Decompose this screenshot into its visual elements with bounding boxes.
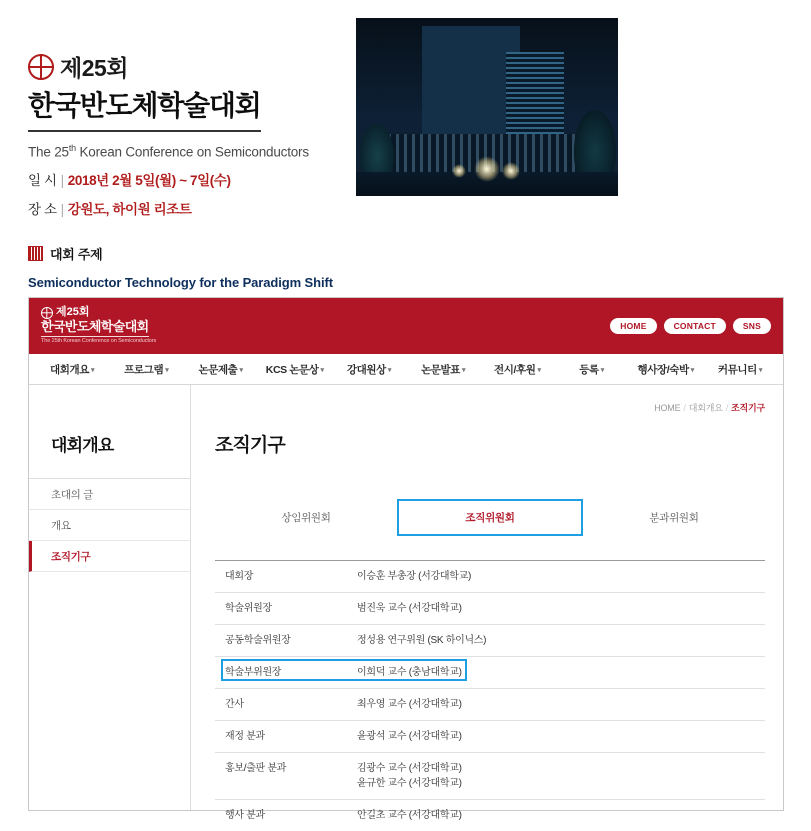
topic-heading: 대회 주제 <box>50 244 102 263</box>
photo-light-glow <box>452 164 466 178</box>
conference-emblem-icon <box>28 54 54 80</box>
conference-venue-photo <box>356 18 618 196</box>
nav-item-paper-submission[interactable] <box>183 362 257 377</box>
chevron-down-icon: ▾ <box>759 367 762 374</box>
nav-item-community[interactable] <box>703 362 777 377</box>
breadcrumb-level1[interactable]: 대회개요 <box>689 403 723 413</box>
nav-label: 논문제출 <box>198 364 237 376</box>
utility-home-button[interactable]: HOME <box>610 318 656 334</box>
nav-item-overview[interactable] <box>35 362 109 377</box>
photo-light-glow <box>474 156 500 182</box>
row-person <box>343 753 765 800</box>
breadcrumb-separator: / <box>680 403 688 413</box>
poster-logo-row <box>28 50 348 83</box>
poster-subtitle-post: Korean Conference on Semiconductors <box>76 145 309 160</box>
chevron-down-icon: ▾ <box>388 367 391 374</box>
breadcrumb-current: 조직기구 <box>731 403 765 413</box>
sidebar-item-organization[interactable] <box>29 541 190 572</box>
committee-tabs <box>215 501 765 534</box>
topic-heading-row <box>28 244 811 263</box>
poster-subtitle-sup: th <box>69 143 76 153</box>
table-row <box>215 561 765 593</box>
poster-subtitle-en <box>28 143 348 160</box>
site-logo-line1-row <box>41 307 156 319</box>
site-logo-line2: 한국반도체학술대회 <box>41 320 149 337</box>
row-role: 학술부위원장 <box>215 657 343 689</box>
sidebar-title: 대회개요 <box>29 431 190 478</box>
row-role: 대회장 <box>215 561 343 593</box>
row-person-text: 윤규한 교수 (서강대학교) <box>357 776 765 791</box>
utility-sns-button[interactable]: SNS <box>733 318 771 334</box>
poster-place-row <box>28 198 348 218</box>
nav-label: 커뮤니티 <box>718 364 757 376</box>
photo-light-glow <box>502 162 520 180</box>
table-row <box>215 689 765 721</box>
table-row <box>215 625 765 657</box>
row-person: 안길초 교수 (서강대학교) <box>343 800 765 831</box>
site-utility-nav <box>610 318 771 334</box>
site-logo-line3: The 25th Korean Conference on Semiconductors <box>41 339 156 345</box>
site-logo-line1: 제25회 <box>56 307 90 319</box>
chevron-down-icon: ▾ <box>538 367 541 374</box>
breadcrumb <box>215 385 765 414</box>
row-person-text: 김광수 교수 (서강대학교) <box>357 761 765 776</box>
nav-item-kangdaewon-award[interactable] <box>332 362 406 377</box>
nav-item-exhibition-sponsor[interactable] <box>480 362 554 377</box>
nav-label: KCS 논문상 <box>266 364 319 376</box>
table-row <box>215 593 765 625</box>
row-person-text: 이희덕 교수 (충남대학교) <box>357 667 462 678</box>
poster-subtitle-pre: The 25 <box>28 145 69 160</box>
tab-subcommittee[interactable]: 분과위원회 <box>583 501 765 534</box>
site-logo[interactable] <box>29 307 156 345</box>
poster-title-line1: 제25회 <box>60 50 128 83</box>
sidebar-item-invitation[interactable] <box>29 479 190 510</box>
topic-section <box>28 244 811 290</box>
nav-item-program[interactable] <box>109 362 183 377</box>
poster-place-label: 장 소 <box>28 202 57 217</box>
nav-item-presentation[interactable] <box>406 362 480 377</box>
tab-organizing-committee[interactable]: 조직위원회 <box>397 499 583 536</box>
breadcrumb-home[interactable]: HOME <box>654 403 680 413</box>
table-row <box>215 721 765 753</box>
tab-standing-committee[interactable]: 상임위원회 <box>215 501 397 534</box>
nav-label: 행사장/숙박 <box>638 364 689 376</box>
chevron-down-icon: ▾ <box>691 367 694 374</box>
sidebar-item-label: 개요 <box>51 518 71 533</box>
row-role: 행사 분과 <box>215 800 343 831</box>
utility-contact-button[interactable]: CONTACT <box>664 318 726 334</box>
row-role: 공동학술위원장 <box>215 625 343 657</box>
row-person: 이승훈 부총장 (서강대학교) <box>343 561 765 593</box>
site-header <box>29 298 783 354</box>
chevron-down-icon: ▾ <box>239 367 242 374</box>
nav-label: 대회개요 <box>50 364 89 376</box>
poster-photo-block <box>356 18 618 196</box>
nav-label: 강대원상 <box>347 364 386 376</box>
poster-date-label: 일 시 <box>28 173 57 188</box>
poster-place-value: 강원도, 하이원 리조트 <box>68 202 192 217</box>
row-person <box>343 657 765 689</box>
photo-tree-right <box>574 110 616 180</box>
sidebar-item-label: 조직기구 <box>51 549 90 564</box>
chevron-down-icon: ▾ <box>601 367 604 374</box>
table-row-highlighted <box>215 657 765 689</box>
row-person: 윤광석 교수 (서강대학교) <box>343 721 765 753</box>
main-content <box>191 385 783 810</box>
row-person: 최우영 교수 (서강대학교) <box>343 689 765 721</box>
row-role: 학술위원장 <box>215 593 343 625</box>
nav-label: 논문발표 <box>421 364 460 376</box>
nav-item-registration[interactable] <box>554 362 628 377</box>
organization-table <box>215 560 765 831</box>
row-person: 정성용 연구위원 (SK 하이닉스) <box>343 625 765 657</box>
chevron-down-icon: ▾ <box>462 367 465 374</box>
row-person: 범진욱 교수 (서강대학교) <box>343 593 765 625</box>
table-row <box>215 800 765 831</box>
chevron-down-icon: ▾ <box>91 367 94 374</box>
poster-date-row <box>28 169 348 189</box>
site-body <box>29 385 783 810</box>
row-role: 홍보/출판 분과 <box>215 753 343 800</box>
page-title: 조직기구 <box>215 430 765 457</box>
photo-tree-left <box>360 124 394 178</box>
chevron-down-icon: ▾ <box>165 367 168 374</box>
website-screenshot <box>28 297 784 811</box>
poster-date-value: 2018년 2월 5일(월) ~ 7일(수) <box>68 173 231 188</box>
stripe-bullet-icon <box>28 246 43 261</box>
sidebar-list <box>29 478 190 572</box>
poster-place-separator: | <box>57 202 68 217</box>
topic-subheading: Semiconductor Technology for the Paradigm Shift <box>28 275 811 290</box>
nav-item-venue-accommodation[interactable] <box>629 362 703 377</box>
sidebar-item-outline[interactable] <box>29 510 190 541</box>
row-role: 간사 <box>215 689 343 721</box>
poster-text-block <box>28 18 348 218</box>
main-navigation <box>29 354 783 385</box>
conference-emblem-icon <box>41 307 53 319</box>
row-role: 재정 분과 <box>215 721 343 753</box>
poster-title-line2: 한국반도체학술대회 <box>28 84 261 132</box>
chevron-down-icon: ▾ <box>321 367 324 374</box>
nav-label: 전시/후원 <box>494 364 536 376</box>
nav-item-kcs-award[interactable] <box>258 362 332 377</box>
table-row <box>215 753 765 800</box>
sidebar-item-label: 초대의 글 <box>51 487 93 502</box>
breadcrumb-separator: / <box>723 403 731 413</box>
poster-date-separator: | <box>57 173 68 188</box>
sidebar <box>29 385 191 810</box>
nav-label: 프로그램 <box>124 364 163 376</box>
poster-banner <box>0 0 811 218</box>
nav-label: 등록 <box>579 364 599 376</box>
